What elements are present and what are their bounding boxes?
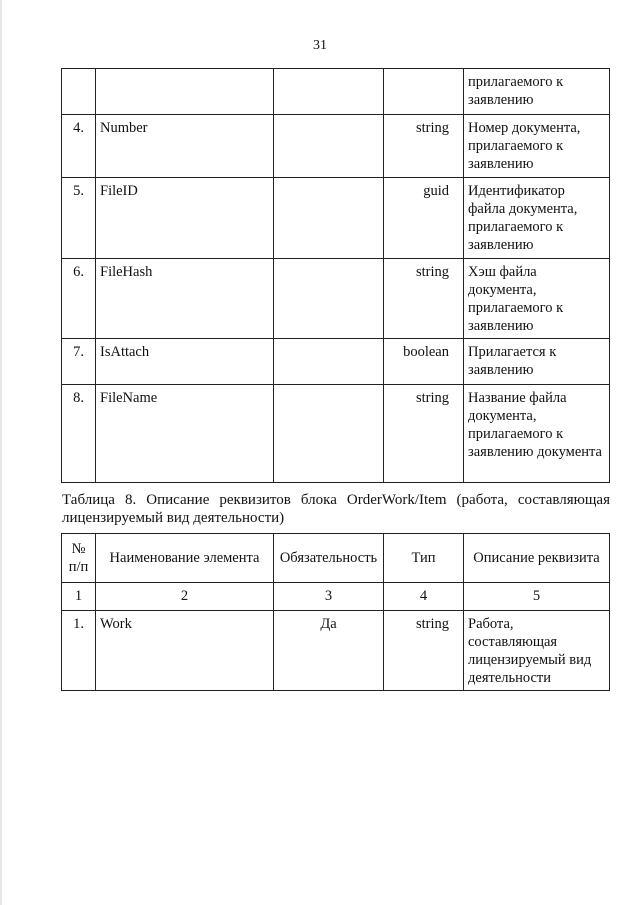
page-edge [0,0,2,905]
table-row [62,115,610,178]
row-number [62,69,96,115]
row-number: 5. [62,178,96,259]
index-cell: 3 [274,583,384,611]
required-cell [274,339,384,385]
page-number: 31 [313,38,327,53]
index-cell: 5 [464,583,610,611]
type-cell [384,69,464,115]
table-row [62,339,610,385]
table-row [62,259,610,339]
table-row [62,385,610,483]
required-cell [274,178,384,259]
attachments-table [61,68,610,483]
description-cell: Прилагается к заявлению [464,339,610,385]
description-cell: прилагаемого к заявлению [464,69,610,115]
required-cell: Да [274,611,384,691]
column-header-description: Описание реквизита [464,534,610,583]
element-name: FileID [96,178,274,259]
table-row [62,69,610,115]
column-header-type: Тип [384,534,464,583]
description-cell: Название файла документа, прилагаемого к заявлению документа [464,385,610,483]
index-cell: 4 [384,583,464,611]
header-row [62,534,610,583]
element-name: FileHash [96,259,274,339]
element-name: IsAttach [96,339,274,385]
type-cell: string [384,611,464,691]
element-name: FileName [96,385,274,483]
column-header-number: № п/п [62,534,96,583]
element-name: Number [96,115,274,178]
index-row [62,583,610,611]
description-cell: Идентификатор файла документа, прилагаемого к заявлению [464,178,610,259]
column-header-element: Наименование элемента [96,534,274,583]
column-header-required: Обязательность [274,534,384,583]
row-number: 4. [62,115,96,178]
element-name: Work [96,611,274,691]
table-caption: Таблица 8. Описание реквизитов блока OrderWork/Item (работа, составляющая лицензируемый вид деятельности) [62,492,610,526]
order-work-table [61,533,610,691]
row-number: 1. [62,611,96,691]
table-row [62,178,610,259]
row-number: 8. [62,385,96,483]
required-cell [274,115,384,178]
index-cell: 1 [62,583,96,611]
description-cell: Работа, составляющая лицензируемый вид деятельности [464,611,610,691]
required-cell [274,69,384,115]
required-cell [274,385,384,483]
type-cell: string [384,115,464,178]
required-cell [274,259,384,339]
description-cell: Номер документа, прилагаемого к заявлению [464,115,610,178]
type-cell: boolean [384,339,464,385]
table-row [62,611,610,691]
description-cell: Хэш файла документа, прилагаемого к заявлению [464,259,610,339]
type-cell: guid [384,178,464,259]
element-name [96,69,274,115]
row-number: 7. [62,339,96,385]
row-number: 6. [62,259,96,339]
type-cell: string [384,259,464,339]
type-cell: string [384,385,464,483]
index-cell: 2 [96,583,274,611]
